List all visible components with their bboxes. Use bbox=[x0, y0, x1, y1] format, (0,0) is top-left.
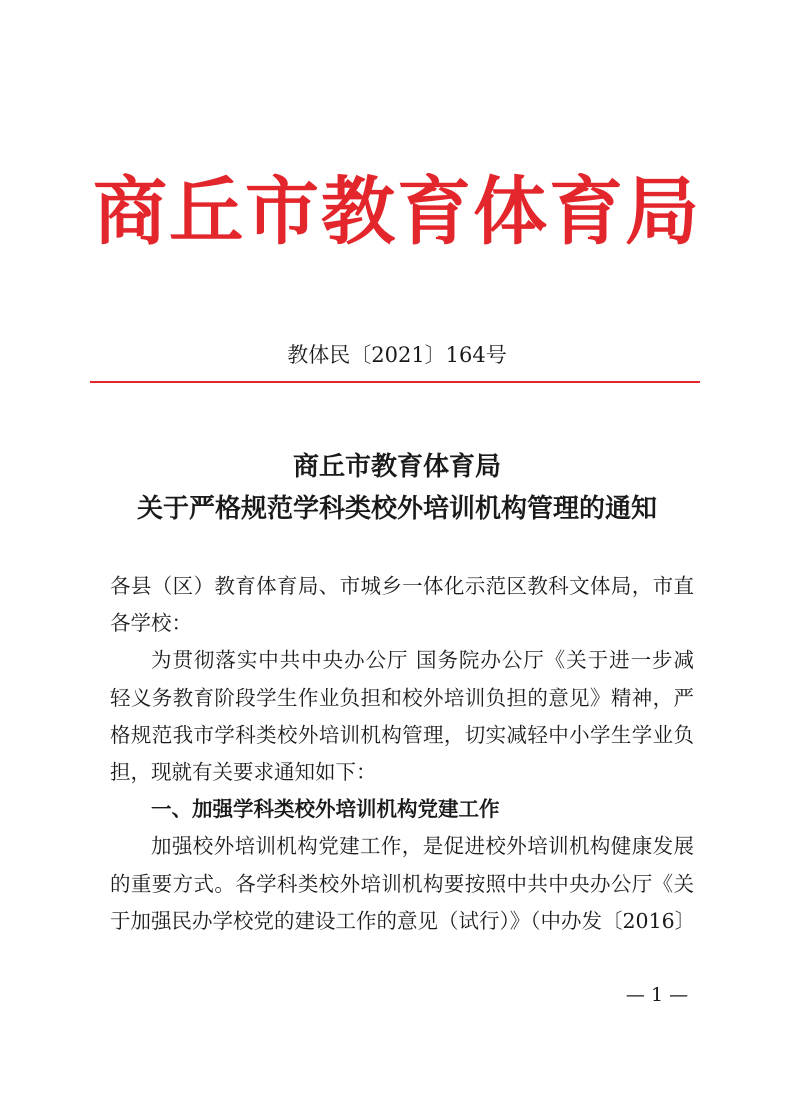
salutation-line-2: 各学校： bbox=[110, 611, 192, 636]
masthead: 商丘市教育体育局 bbox=[93, 169, 701, 255]
document-number: 教体民〔2021〕164号 bbox=[287, 343, 507, 367]
paragraph-1-line-4: 担，现就有关要求通知如下： bbox=[110, 759, 377, 784]
document-body bbox=[110, 568, 694, 940]
paragraph-1-line-1: 为贯彻落实中共中央办公厅 国务院办公厅《关于进一步减 bbox=[151, 648, 694, 673]
title-line-1: 商丘市教育体育局 bbox=[292, 452, 501, 482]
paragraph-1-line-3: 格规范我市学科类校外培训机构管理，切实减轻中小学生学业负 bbox=[110, 722, 694, 747]
document-title bbox=[0, 446, 794, 530]
title-line-2: 关于严格规范学科类校外培训机构管理的通知 bbox=[136, 494, 657, 524]
page-number: — 1 — bbox=[625, 984, 689, 1006]
paragraph-2-line-3: 于加强民办学校党的建设工作的意见（试行）》（中办发〔2016〕 bbox=[110, 908, 696, 933]
paragraph-2-line-2: 的重要方式。各学科类校外培训机构要按照中共中央办公厅《关 bbox=[110, 871, 694, 896]
salutation-line-1: 各县（区）教育体育局、市城乡一体化示范区教科文体局，市直 bbox=[110, 574, 694, 598]
paragraph-1-line-2: 轻义务教育阶段学生作业负担和校外培训负担的意见》精神，严 bbox=[110, 685, 694, 710]
paragraph-2-line-1: 加强校外培训机构党建工作，是促进校外培训机构健康发展 bbox=[151, 834, 694, 859]
section-heading-1: 一、加强学科类校外培训机构党建工作 bbox=[151, 797, 500, 822]
red-divider bbox=[90, 381, 700, 383]
